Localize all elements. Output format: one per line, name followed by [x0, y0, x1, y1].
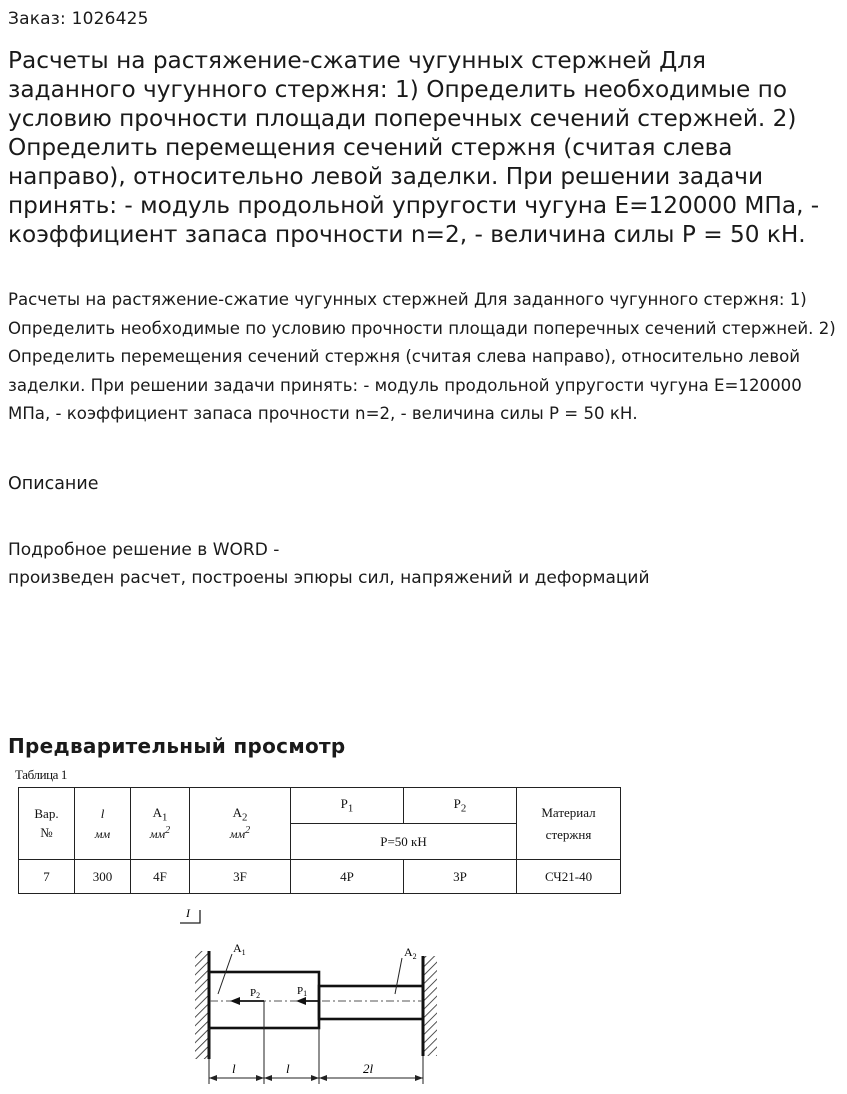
cell-area-1: 4F [131, 860, 190, 894]
force-p2-label: P2 [250, 987, 261, 1000]
bar-scheme-diagram [170, 906, 460, 1091]
dim-arrow [311, 1075, 319, 1081]
cell-variant: 7 [19, 860, 75, 894]
parameters-table [18, 787, 621, 894]
task-description: Расчеты на растяжение-сжатие чугунных стержней Для заданного чугунного стержня: 1) Определить необходимые по условию прочности площади поперечных сечений стержней. 2) Определить перемещения сечений стержня (считая слева направо), относительно левой заделки. При решении задачи принять: - модуль продольной упругости чугуна Е=120000 МПа, - коэффициент запаса прочности n=2, - величина силы Р = 50 кН. [8, 290, 836, 423]
a1-leader [218, 954, 232, 994]
cell-area-2: 3F [190, 860, 291, 894]
header-area-1: $A_1$ $мм^2$ [131, 788, 190, 860]
table-row [19, 860, 621, 894]
section-marker [180, 910, 200, 923]
header-force-2: $P_2$ [404, 788, 517, 824]
dim-arrow [264, 1075, 272, 1081]
force-p1-arrowhead [296, 997, 306, 1005]
description-heading: Описание [8, 474, 99, 494]
a2-leader [395, 958, 402, 994]
dim-arrow [256, 1075, 264, 1081]
header-material: Материал стержня [517, 788, 621, 860]
header-area-2: $A_2$ $мм^2$ [190, 788, 291, 860]
dim-label-2: l [286, 1061, 290, 1076]
force-p1-label: P1 [297, 985, 308, 998]
dim-label-3: 2l [363, 1061, 374, 1076]
segment-a2 [319, 986, 423, 1019]
header-force-1: $P_1$ [291, 788, 404, 824]
header-variant: Вар. № [19, 788, 75, 860]
right-wall-hatch [423, 956, 437, 1056]
header-length: l мм [75, 788, 131, 860]
cell-length: 300 [75, 860, 131, 894]
header-force-value: Р=50 кН [291, 824, 517, 860]
cell-force-2: 3P [404, 860, 517, 894]
dim-arrow [415, 1075, 423, 1081]
preview-heading: Предварительный просмотр [8, 734, 346, 758]
table-header-row [19, 788, 621, 824]
description-body [8, 536, 650, 592]
force-p2-arrowhead [230, 997, 240, 1005]
cell-material: СЧ21-40 [517, 860, 621, 894]
cell-force-1: 4P [291, 860, 404, 894]
page-title: Расчеты на растяжение-сжатие чугунных стержней Для заданного чугунного стержня: 1) Определить необходимые по условию прочности площади поперечных сечений стержней. 2) Определить перемещения сечений стержня (считая слева направо), относительно левой заделки. При решении задачи принять: - модуль продольной упругости чугуна Е=120000 МПа, - коэффициент запаса прочности n=2, - величина силы Р = 50 кН. [8, 47, 820, 248]
dim-arrow [209, 1075, 217, 1081]
description-line: Подробное решение в WORD - [8, 540, 280, 560]
left-wall-hatch [195, 951, 209, 1059]
description-line: произведен расчет, построены эпюры сил, напряжений и деформаций [8, 568, 650, 588]
preview-image [10, 764, 630, 1094]
area-a2-label: $A_2$ [404, 945, 417, 961]
area-a1-label: $A_1$ [233, 941, 246, 957]
order-number: Заказ: 1026425 [8, 9, 149, 29]
section-label: I [186, 906, 190, 920]
dim-label-1: l [232, 1061, 236, 1076]
dim-arrow [319, 1075, 327, 1081]
table-caption: Таблица 1 [15, 767, 67, 782]
